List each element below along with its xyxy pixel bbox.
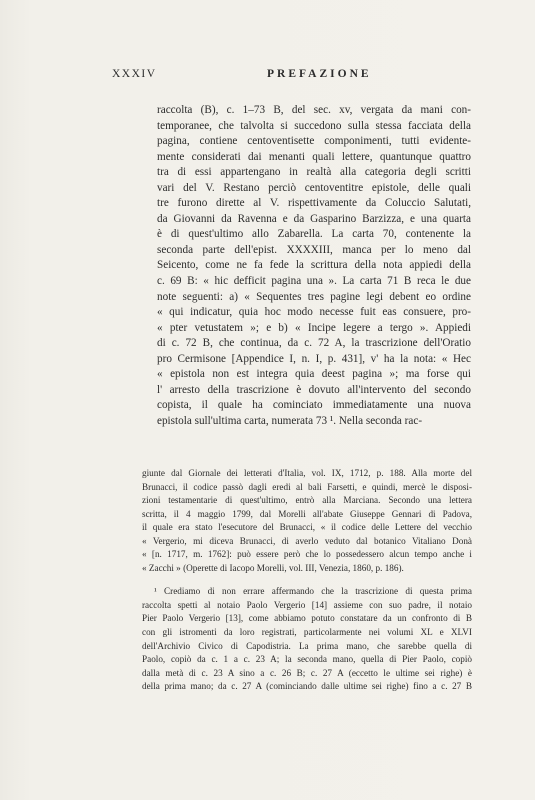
text-line: tra di essi appartengano in realtà alla categoria degli scritti <box>157 166 471 179</box>
footnote-line: scritta, il 4 maggio 1799, dal Morelli all'abate Giuseppe Gennari di Padova, <box>142 508 472 519</box>
text-line: l' arresto della trascrizione è dovuto all'intervento del secondo <box>157 383 471 396</box>
footnotes <box>142 467 472 694</box>
text-line: tre furono dirette al V. rispettivamente da Coluccio Salutati, <box>157 197 471 210</box>
footnote-separator <box>142 575 472 585</box>
text-line: Seicento, come ne fa fede la scrittura della nota appiedi della <box>157 259 471 272</box>
footnote-line: dalla metà di c. 23 A sino a c. 26 B; c. 27 A (eccetto le ultime sei righe) è <box>142 667 472 678</box>
footnote-line: Pier Paolo Vergerio [13], come abbiamo potuto constatare da un confronto di B <box>142 613 472 624</box>
text-line: mente considerati dai menanti quali lettere, quantunque quattro <box>157 150 471 163</box>
footnote-line: raccolta spetti al notaio Paolo Vergerio [14] assieme con suo padre, il notaio <box>142 599 472 610</box>
footnote-line: il quale era stato l'esecutore del Brunacci, « il codice delle Lettere del vecchio <box>142 522 472 533</box>
text-line: raccolta (B), c. 1–73 B, del sec. xv, vergata da mani con- <box>157 104 471 116</box>
footnote-line: Brunacci, il codice passò dagli eredi al bali Farsetti, e quindi, mercè le disposi- <box>142 481 472 492</box>
footnote-line: giunte dal Giornale dei letterati d'Italia, vol. IX, 1712, p. 188. Alla morte del <box>142 468 472 478</box>
page-number: XXXIV <box>112 68 157 80</box>
text-line: « epistola non est integra quia deest pagina »; ma forse qui <box>157 368 471 381</box>
text-line: pagina, contiene centoventisette componimenti, tutti evidente- <box>157 135 471 148</box>
text-line: copista, il quale ha cominciato immediatamente una nuova <box>157 399 471 412</box>
footnote-line: della prima mano; da c. 27 A (cominciando dalle ultime sei righe) fino a c. 27 B <box>142 681 472 692</box>
footnote-line: « [n. 1717, m. 1762]: può essere però che lo possedessero alcun tempo anche i <box>142 549 472 560</box>
footnote-line: dell'Archivio Civico di Capodistria. La prima mano, che sarebbe quella di <box>142 640 472 651</box>
text-line: vari del V. Restano perciò centoventitre epistole, delle quali <box>157 181 471 194</box>
footnote-line: zioni testamentarie di quest'ultimo, entrò alla Marciana. Secondo una lettera <box>142 495 472 506</box>
running-title: PREFAZIONE <box>267 68 372 80</box>
text-line: « pter vetustatem »; e b) « Incipe legere a tergo ». Appiedi <box>157 321 471 334</box>
text-line: da Giovanni da Ravenna e da Gasparino Barzizza, e una quarta <box>157 212 471 225</box>
footnote-line: ¹ Crediamo di non errare affermando che la trascrizione di questa prima <box>154 586 472 597</box>
text-line: epistola sull'ultima carta, numerata 73 ¹. Nella seconda rac- <box>157 414 423 427</box>
footnote-line: « Vergerio, mi diceva Brunacci, di averlo veduto dal botanico Vitaliano Donà <box>142 535 472 546</box>
text-line: di c. 72 B, che continua, da c. 72 A, la trascrizione dell'Oratio <box>157 337 471 350</box>
text-line: seconda parte dell'epist. XXXXIII, manca per lo meno dal <box>157 243 471 256</box>
text-line: c. 69 B: « hic defficit pagina una ». La carta 71 B reca le due <box>157 275 471 288</box>
footnote-line: « Zacchi » (Operette di Iacopo Morelli, vol. III, Venezia, 1860, p. 186). <box>142 562 404 573</box>
footnote-line: con gli istromenti da loro registrati, particolarmente nei volumi XL e XLVI <box>142 627 472 638</box>
text-line: è di quest'ultimo allo Zabarella. La carta 70, contenente la <box>157 228 471 241</box>
footnote-line: Paolo, copiò da c. 1 a c. 23 A; la seconda mano, quella di Pier Paolo, copiò <box>142 654 472 665</box>
text-line: « qui indicatur, quia hoc modo necesse fuit eas consuere, pro- <box>157 306 471 319</box>
text-line: note seguenti: a) « Sequentes tres pagine legi debent eo ordine <box>157 290 471 303</box>
text-line: pro Cermisone [Appendice I, n. I, p. 431], v' ha la nota: « Hec <box>157 352 471 365</box>
text-line: temporanee, che talvolta si succedono sulla stessa facciata della <box>157 119 471 132</box>
page-header <box>112 68 472 84</box>
main-text <box>157 103 471 429</box>
